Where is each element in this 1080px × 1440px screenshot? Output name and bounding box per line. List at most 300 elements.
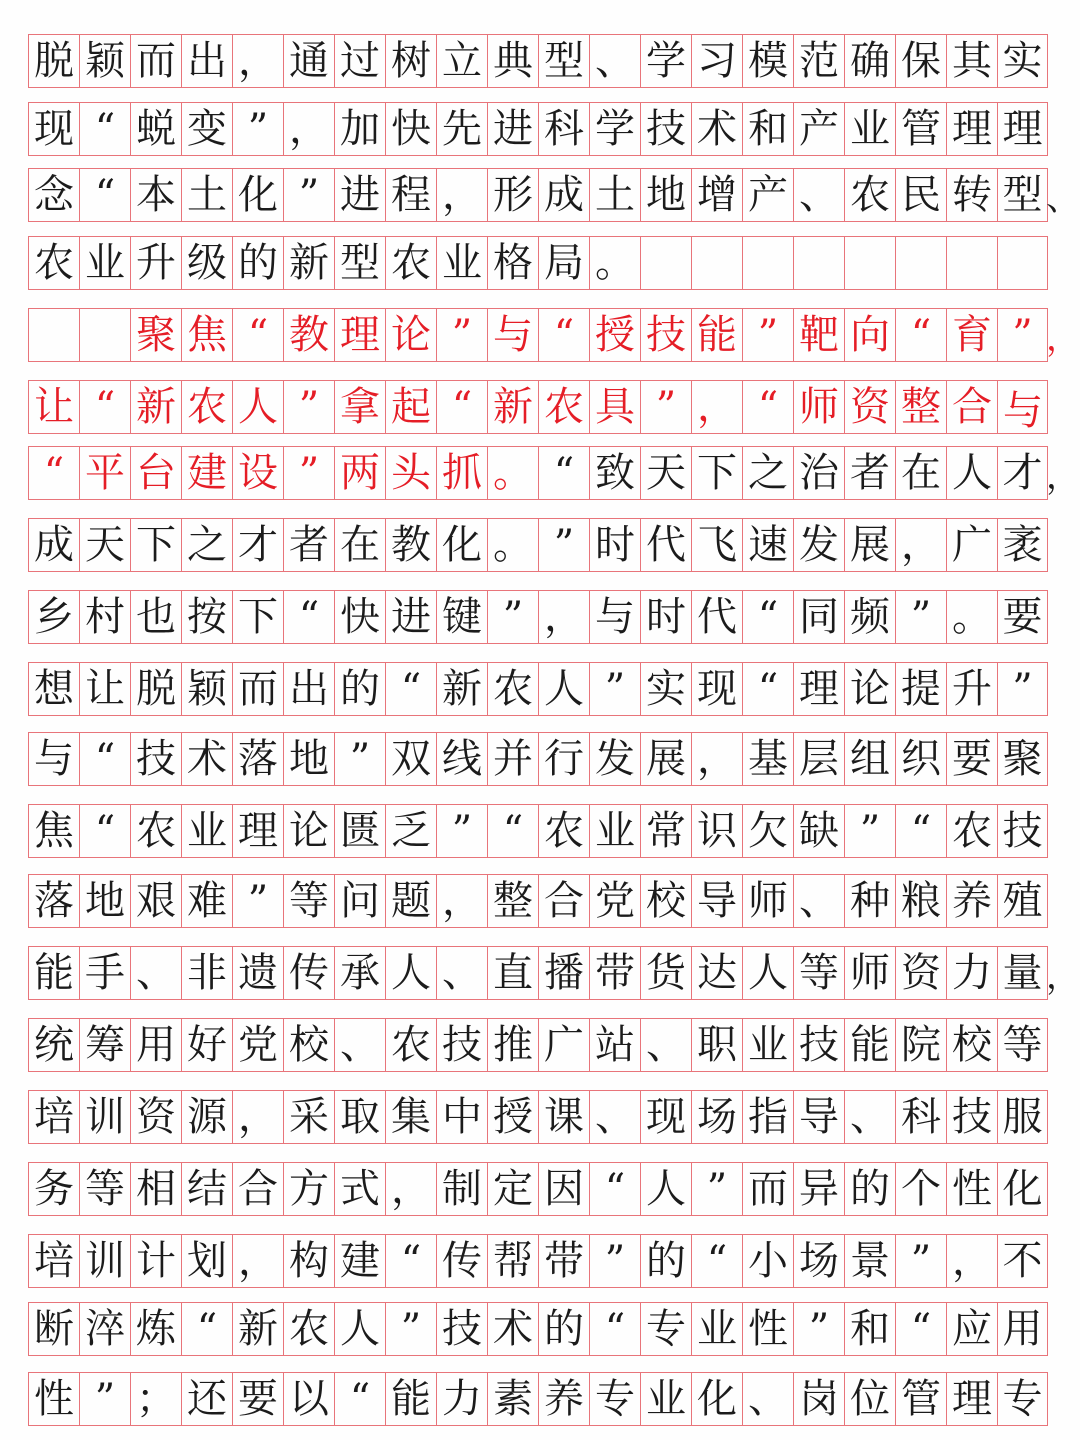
grid-cell: 以 [283,1372,334,1426]
grid-cell: 播 [538,946,589,1000]
grid-cell: 产 [793,102,844,156]
grid-cell: ， [232,1234,283,1288]
grid-cell: 人 [232,380,283,434]
grid-cell: 也 [130,590,181,644]
grid-cell: 不 [997,1234,1048,1288]
grid-cell: 局 [538,236,589,290]
grid-cell: 论 [385,308,436,362]
margin-punctuation: ， [1046,318,1080,359]
grid-cell: 专 [640,1302,691,1356]
grid-cell: 业 [181,804,232,858]
grid-cell: 程 [385,168,436,222]
grid-row [28,446,1050,500]
grid-cell: 结 [181,1162,232,1216]
grid-cell: “ [742,380,793,434]
grid-cell: 带 [589,946,640,1000]
grid-cell: 民 [895,168,946,222]
grid-cell: 计 [130,1234,181,1288]
grid-cell: 具 [589,380,640,434]
grid-cell: 整 [895,380,946,434]
grid-cell [742,236,793,290]
grid-cell: 展 [844,518,895,572]
grid-cell: 在 [895,446,946,500]
grid-cell: 、 [130,946,181,1000]
grid-cell: 业 [640,1372,691,1426]
grid-cell: 培 [28,1090,79,1144]
grid-cell: “ [79,380,130,434]
grid-cell: “ [691,1234,742,1288]
grid-cell: 式 [334,1162,385,1216]
grid-cell: 。 [487,446,538,500]
grid-cell [844,236,895,290]
margin-punctuation: ， [1046,956,1080,997]
grid-cell: 而 [130,34,181,88]
grid-cell: 乏 [385,804,436,858]
grid-cell: 、 [640,1018,691,1072]
grid-cell: 位 [844,1372,895,1426]
grid-cell: 站 [589,1018,640,1072]
grid-cell: 学 [589,102,640,156]
grid-row [28,1302,1050,1356]
grid-cell: “ [538,446,589,500]
grid-cell: 理 [997,102,1048,156]
grid-cell: 基 [742,732,793,786]
grid-cell: 性 [28,1372,79,1426]
grid-cell: “ [742,662,793,716]
grid-cell: ” [691,1162,742,1216]
grid-cell: 帮 [487,1234,538,1288]
grid-cell: 题 [385,874,436,928]
grid-cell: 农 [28,236,79,290]
grid-cell: 农 [385,236,436,290]
grid-cell: 构 [283,1234,334,1288]
grid-cell: 术 [487,1302,538,1356]
grid-cell: 模 [742,34,793,88]
grid-cell: ” [79,1372,130,1426]
grid-cell [640,236,691,290]
grid-cell: 确 [844,34,895,88]
grid-row [28,1162,1050,1216]
grid-cell: 淬 [79,1302,130,1356]
grid-cell: 化 [691,1372,742,1426]
grid-row [28,34,1050,88]
grid-cell: 产 [742,168,793,222]
grid-cell: 殖 [997,874,1048,928]
grid-cell: 缺 [793,804,844,858]
grid-cell: ” [895,1234,946,1288]
grid-cell: 新 [487,380,538,434]
grid-cell [997,236,1048,290]
grid-cell: “ [385,662,436,716]
grid-cell: 导 [793,1090,844,1144]
grid-row [28,590,1050,644]
grid-cell: ” [283,446,334,500]
grid-cell: 键 [436,590,487,644]
grid-cell: 技 [793,1018,844,1072]
grid-row [28,1018,1050,1072]
grid-cell: 实 [997,34,1048,88]
grid-cell: 、 [589,34,640,88]
grid-cell: 型 [538,34,589,88]
grid-row [28,102,1050,156]
grid-cell: 化 [436,518,487,572]
grid-cell: ， [538,590,589,644]
grid-cell: ” [436,308,487,362]
grid-cell: 聚 [130,308,181,362]
grid-cell: 、 [436,946,487,1000]
grid-cell [946,236,997,290]
grid-cell: 科 [538,102,589,156]
grid-cell: 化 [997,1162,1048,1216]
grid-cell: 代 [640,518,691,572]
grid-cell [79,308,130,362]
grid-cell: 力 [946,946,997,1000]
grid-cell: “ [79,102,130,156]
grid-cell: 技 [640,102,691,156]
grid-cell: 难 [181,874,232,928]
grid-cell: 直 [487,946,538,1000]
grid-cell: 时 [589,518,640,572]
grid-cell: 聚 [997,732,1048,786]
grid-cell: 者 [844,446,895,500]
grid-row [28,168,1050,222]
grid-cell: 过 [334,34,385,88]
grid-cell: “ [79,732,130,786]
grid-cell: 业 [79,236,130,290]
grid-cell: 合 [946,380,997,434]
grid-cell: 变 [181,102,232,156]
grid-cell: 者 [283,518,334,572]
grid-cell: 下 [691,446,742,500]
grid-cell: 出 [181,34,232,88]
grid-cell: 人 [385,946,436,1000]
grid-cell: 好 [181,1018,232,1072]
grid-cell: 起 [385,380,436,434]
grid-cell: 成 [538,168,589,222]
grid-cell: 落 [232,732,283,786]
grid-row [28,1372,1050,1426]
grid-cell: 、 [589,1090,640,1144]
grid-cell: 成 [28,518,79,572]
grid-cell: 育 [946,308,997,362]
grid-cell: 传 [436,1234,487,1288]
grid-cell: 实 [640,662,691,716]
grid-cell: 人 [946,446,997,500]
grid-cell: 用 [130,1018,181,1072]
grid-cell: 教 [283,308,334,362]
grid-cell: 等 [283,874,334,928]
grid-cell: 业 [436,236,487,290]
grid-cell: ， [691,732,742,786]
grid-cell: 农 [538,380,589,434]
grid-cell: ” [487,590,538,644]
grid-cell: “ [589,1302,640,1356]
grid-cell: 平 [79,446,130,500]
grid-cell: 在 [334,518,385,572]
grid-cell: 方 [283,1162,334,1216]
grid-cell: 小 [742,1234,793,1288]
grid-cell: 欠 [742,804,793,858]
grid-cell: 台 [130,446,181,500]
grid-cell: 进 [334,168,385,222]
grid-cell: 进 [385,590,436,644]
grid-cell: 的 [640,1234,691,1288]
grid-cell: 型 [334,236,385,290]
grid-cell: 性 [946,1162,997,1216]
grid-cell: 下 [130,518,181,572]
grid-cell: 党 [232,1018,283,1072]
grid-row [28,236,1050,290]
grid-cell: 农 [844,168,895,222]
grid-cell: ， [232,1090,283,1144]
grid-cell: 异 [793,1162,844,1216]
grid-cell: 颖 [79,34,130,88]
grid-cell: 相 [130,1162,181,1216]
grid-cell: 之 [181,518,232,572]
grid-cell: 先 [436,102,487,156]
grid-cell: 让 [79,662,130,716]
grid-cell: 让 [28,380,79,434]
grid-cell: 集 [385,1090,436,1144]
grid-cell: 农 [130,804,181,858]
grid-cell: “ [487,804,538,858]
grid-cell: ” [436,804,487,858]
grid-cell: 、 [793,874,844,928]
grid-cell: 抓 [436,446,487,500]
grid-cell: 治 [793,446,844,500]
grid-cell: ， [283,102,334,156]
grid-cell: 人 [538,662,589,716]
grid-cell: 源 [181,1090,232,1144]
grid-cell: 升 [946,662,997,716]
grid-cell: ， [691,380,742,434]
grid-cell: 人 [640,1162,691,1216]
grid-row [28,732,1050,786]
grid-cell: 加 [334,102,385,156]
grid-cell: 本 [130,168,181,222]
grid-cell: “ [232,308,283,362]
grid-cell: 、 [793,168,844,222]
grid-cell: 资 [844,380,895,434]
grid-cell: ” [997,662,1048,716]
grid-cell: “ [742,590,793,644]
grid-cell: 、 [844,1090,895,1144]
grid-cell: 等 [79,1162,130,1216]
grid-cell: 技 [436,1018,487,1072]
grid-cell: 靶 [793,308,844,362]
grid-cell: 拿 [334,380,385,434]
grid-cell: “ [436,380,487,434]
grid-cell: 地 [283,732,334,786]
grid-cell: 。 [946,590,997,644]
grid-cell: 定 [487,1162,538,1216]
grid-cell: 广 [946,518,997,572]
grid-cell: 技 [130,732,181,786]
grid-cell: 的 [844,1162,895,1216]
grid-cell: 、 [334,1018,385,1072]
grid-cell: 能 [844,1018,895,1072]
grid-cell: 授 [487,1090,538,1144]
grid-cell: 养 [538,1372,589,1426]
grid-cell: 土 [181,168,232,222]
grid-cell: 和 [742,102,793,156]
grid-cell: “ [181,1302,232,1356]
grid-cell: ， [436,874,487,928]
grid-cell: 颖 [181,662,232,716]
grid-cell: 致 [589,446,640,500]
grid-cell: 力 [436,1372,487,1426]
grid-cell: 合 [538,874,589,928]
grid-cell: 素 [487,1372,538,1426]
grid-cell: 同 [793,590,844,644]
grid-cell: 资 [895,946,946,1000]
grid-cell: 合 [232,1162,283,1216]
grid-cell: ， [436,168,487,222]
grid-cell: 农 [538,804,589,858]
grid-cell: 脱 [130,662,181,716]
grid-cell: 种 [844,874,895,928]
grid-cell: 其 [946,34,997,88]
grid-cell: 要 [997,590,1048,644]
grid-cell: ， [895,518,946,572]
grid-cell: 双 [385,732,436,786]
grid-row [28,518,1050,572]
grid-cell: 制 [436,1162,487,1216]
grid-cell: 指 [742,1090,793,1144]
grid-cell: 树 [385,34,436,88]
grid-cell: 资 [130,1090,181,1144]
grid-cell: 匮 [334,804,385,858]
grid-cell: 要 [946,732,997,786]
grid-cell: 导 [691,874,742,928]
grid-cell: 农 [487,662,538,716]
grid-cell: 设 [232,446,283,500]
grid-cell: 格 [487,236,538,290]
grid-cell: 发 [793,518,844,572]
grid-cell: 快 [385,102,436,156]
grid-cell: 新 [130,380,181,434]
grid-cell: 落 [28,874,79,928]
grid-cell: 地 [79,874,130,928]
grid-cell: ” [793,1302,844,1356]
grid-cell: 广 [538,1018,589,1072]
grid-cell: ” [742,308,793,362]
grid-cell: 粮 [895,874,946,928]
grid-cell: 技 [640,308,691,362]
grid-cell: 务 [28,1162,79,1216]
grid-cell: 性 [742,1302,793,1356]
grid-cell: 发 [589,732,640,786]
grid-cell: 岗 [793,1372,844,1426]
grid-cell [895,236,946,290]
grid-cell: 管 [895,1372,946,1426]
grid-cell: 展 [640,732,691,786]
grid-cell: 织 [895,732,946,786]
grid-cell: 而 [742,1162,793,1216]
grid-cell: “ [79,168,130,222]
grid-cell: 技 [436,1302,487,1356]
grid-cell: 专 [589,1372,640,1426]
grid-cell: 人 [742,946,793,1000]
grid-cell: 还 [181,1372,232,1426]
grid-cell: 与 [487,308,538,362]
grid-cell: 和 [844,1302,895,1356]
grid-cell: ” [997,308,1048,362]
grid-cell: ” [589,662,640,716]
grid-cell: 。 [589,236,640,290]
grid-cell: ” [334,732,385,786]
grid-row [28,308,1050,362]
grid-row [28,1090,1050,1144]
grid-cell: 代 [691,590,742,644]
grid-cell: 进 [487,102,538,156]
grid-cell: 才 [232,518,283,572]
grid-cell: 推 [487,1018,538,1072]
grid-cell: 人 [334,1302,385,1356]
grid-row [28,946,1050,1000]
grid-cell: “ [283,590,334,644]
grid-cell: 个 [895,1162,946,1216]
grid-cell: 向 [844,308,895,362]
grid-cell: ” [385,1302,436,1356]
grid-cell: 常 [640,804,691,858]
grid-cell: 、 [742,1372,793,1426]
grid-cell: 师 [793,380,844,434]
grid-cell: 立 [436,34,487,88]
grid-cell [691,236,742,290]
grid-cell: 景 [844,1234,895,1288]
grid-cell: 理 [232,804,283,858]
grid-cell: 头 [385,446,436,500]
grid-cell: 级 [181,236,232,290]
grid-cell: 授 [589,308,640,362]
grid-cell: ； [130,1372,181,1426]
grid-cell [28,308,79,362]
grid-cell: 型 [997,168,1048,222]
grid-cell: 转 [946,168,997,222]
grid-cell: 课 [538,1090,589,1144]
grid-cell: 师 [844,946,895,1000]
grid-cell: 两 [334,446,385,500]
grid-cell: 技 [997,804,1048,858]
grid-cell: 袤 [997,518,1048,572]
margin-punctuation: ， [1046,456,1080,497]
grid-cell: 业 [691,1302,742,1356]
grid-cell: 训 [79,1090,130,1144]
grid-cell: 等 [793,946,844,1000]
grid-cell: 校 [946,1018,997,1072]
grid-cell: 手 [79,946,130,1000]
highlighted-character: 与 [1003,387,1043,434]
grid-cell: 量 [997,946,1048,1000]
grid-cell: 出 [283,662,334,716]
grid-cell: 等 [997,1018,1048,1072]
grid-cell: 院 [895,1018,946,1072]
grid-row [28,380,1050,434]
grid-cell: 货 [640,946,691,1000]
grid-cell: 提 [895,662,946,716]
grid-cell: 习 [691,34,742,88]
grid-cell: ” [283,380,334,434]
grid-cell: 典 [487,34,538,88]
grid-cell: 论 [844,662,895,716]
grid-cell: 论 [283,804,334,858]
grid-cell: “ [895,1302,946,1356]
grid-cell: 达 [691,946,742,1000]
grid-cell: 划 [181,1234,232,1288]
grid-cell: 取 [334,1090,385,1144]
grid-cell: 筹 [79,1018,130,1072]
